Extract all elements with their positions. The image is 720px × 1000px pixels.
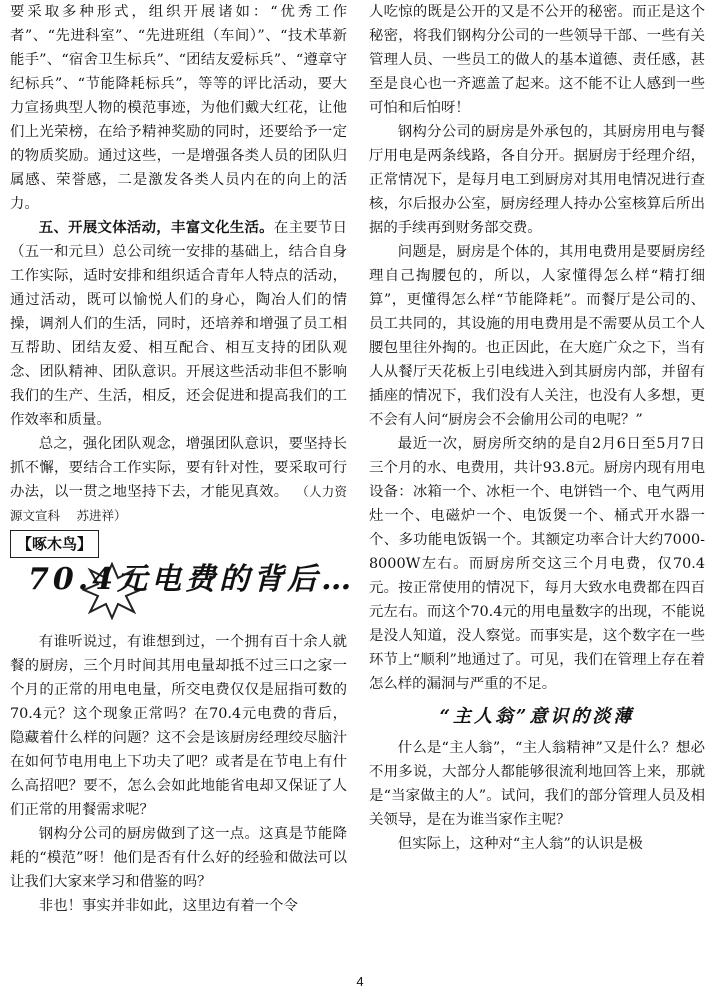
paragraph-text: 总之，强化团队观念，增强团队意识，要坚持长抓不懈，要结合工作实际，要有针对性，要采取可行办法，以一贯之地坚持下去，才能见真效。	[10, 436, 347, 500]
column-tag: 【啄木鸟】	[10, 530, 99, 558]
subheading: “主人翁”意识的淡薄	[439, 706, 635, 727]
paragraph: 问题是，厨房是个体的，其用电费用是要厨房经理自己掏腰包的，所以，人家懂得怎么样“精打细算”，更懂得怎么样“节能降耗”。而餐厅是公司的、员工共同的，其设施的用电费用是不需要从员工个人腰包里往外掏的。也正因此，在大庭广众之下，当有人从餐厅天花板上引电线进入到其厨房内部，并留有插座的情况下，我们没有人关注，也没有人多想，更不会有人问“厨房会不会偷用公司的电呢？”	[369, 244, 705, 428]
paragraph: 人吃惊的既是公开的又是不公开的秘密。而正是这个秘密，将我们钢构分公司的一些领导干部、一些有关管理人员、一些员工的做人的基本道德、责任感，甚至是良心也一齐遮盖了起来。这不能不让人感到一些可怕和后怕呀！	[369, 4, 705, 116]
paragraph: 钢构分公司的厨房做到了这一点。这真是节能降耗的“模范”呀！他们是否有什么好的经验和做法可以让我们大家来学习和借鉴的吗？	[10, 826, 347, 890]
author-byline: （人力资源文宣科 苏进祥）	[10, 484, 347, 523]
left-column	[10, 0, 356, 918]
paragraph: 要采取多种形式，组织开展诸如：“优秀工作者”、“先进科室”、“先进班组（车间）”、“技术革新能手”、“宿舍卫生标兵”、“团结友爱标兵”、“遵章守纪标兵”、“节能降耗标兵”，等等的评比活动，要大力宣扬典型人物的模范事迹，为他们戴大红花，让他们上光荣榜，在给予精神奖励的同时，还要给予一定的物质奖励。通过这些，一是增强各类人员的团队归属感、荣誉感，二是激发各类人员内在的向上的活力。	[10, 4, 347, 212]
paragraph-section-five	[10, 216, 347, 432]
paragraph: 什么是“主人翁”，“主人翁精神”又是什么？想必不用多说，大部分人都能够很流利地回答上来，那就是“当家做主的人”。试问，我们的部分管理人员及相关领导，是在为谁当家作主呢？	[369, 740, 705, 828]
paragraph: 非也！事实并非如此，这里边有着一个令	[38, 898, 298, 914]
headline-text: 70.4元电费的背后…	[28, 562, 356, 597]
article-headline	[10, 562, 356, 620]
paragraph: 但实际上，这种对“主人翁”的认识是极	[397, 836, 643, 852]
page-number: 4	[356, 974, 364, 989]
paragraph: 钢构分公司的厨房是外承包的，其厨房用电与餐厅用电是两条线路，各自分开。据厨房于经理介绍，正常情况下，是每月电工到厨房对其用电情况进行查核，尔后报办公室，厨房经理人持办公室核算后所出据的手续再到财务部交费。	[369, 124, 705, 236]
paragraph-text: 在主要节日（五一和元旦）总公司统一安排的基础上，结合自身工作实际，适时安排和组织适合青年人特点的活动，通过活动，既可以愉悦人们的身心，陶冶人们的情操，调剂人们的生活，同时，还培养和增强了员工相互帮助、团结友爱、相互配合、相互支持的团队观念、团队精神、团队意识。开展这些活动非但不影响我们的生产、生活，相反，还会促进和提高我们的工作效率和质量。	[10, 220, 347, 428]
paragraph: 有谁听说过，有谁想到过，一个拥有百十余人就餐的厨房，三个月时间其用电量却抵不过三口之家一个月的正常的用电电量，所交电费仅仅是屈指可数的70.4元？这个现象正常吗？在70.4元电费的背后，隐藏着什么样的问题？这不会是该厨房经理绞尽脑汁在如何节电用电上下功夫了吧？或者是在节电上有什么高招吧？要不，怎么会如此地能省电却又保证了人们正常的用餐需求呢？	[10, 634, 347, 818]
paragraph: 最近一次，厨房所交纳的是自2月6日至5月7日三个月的水、电费用，共计93.8元。厨房内现有用电设备：冰箱一个、冰柜一个、电饼铛一个、电气两用灶一个、电磁炉一个、电饭煲一个、桶式开水器一个、多功能电饭锅一个。其额定功率合计大约7000-8000W左右。而厨房所交这三个月电费，仅70.4元。按正常使用的情况下，每月大致水电费都在四百元左右。而这个70.4元的用电量数字的出现，不能说是没人知道，没人察觉。而事实是，这个数字在一些环节上“顺利”地通过了。可见，我们在管理上存在着怎么样的漏洞与严重的不足。	[369, 436, 705, 692]
paragraph-summary	[10, 432, 347, 528]
right-column	[369, 0, 705, 856]
section-heading: 五、开展文体活动，丰富文化生活。	[38, 219, 274, 236]
